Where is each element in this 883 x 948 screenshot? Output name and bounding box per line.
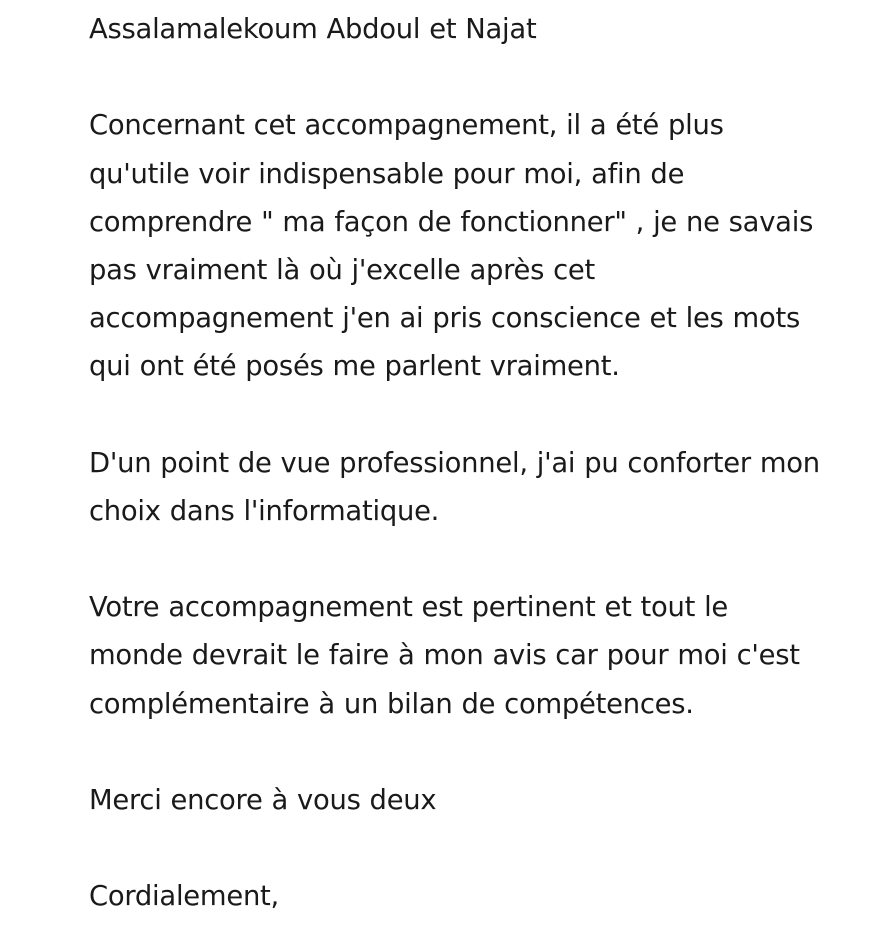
letter-body: [89, 6, 879, 922]
paragraph-1: [89, 102, 879, 391]
greeting: Assalamalekoum Abdoul et Najat: [89, 14, 537, 45]
paragraph-line: qui ont été posés me parlent vraiment.: [89, 351, 620, 383]
paragraph-gap: [89, 392, 879, 440]
paragraph-line: pas vraiment là où j'excelle après cet: [89, 254, 596, 286]
paragraph-gap: [89, 729, 879, 777]
paragraph-line: choix dans l'informatique.: [89, 495, 440, 527]
paragraph-line: monde devrait le faire à mon avis car pour moi c'est: [89, 640, 800, 672]
paragraph-line: accompagnement j'en ai pris conscience et les mots: [89, 303, 800, 335]
paragraph-line: qu'utile voir indispensable pour moi, afin de: [89, 158, 685, 190]
paragraph-gap: [89, 825, 879, 873]
thanks-line: Merci encore à vous deux: [89, 785, 437, 816]
paragraph-line: D'un point de vue professionnel, j'ai pu conforter mon: [89, 447, 820, 479]
paragraph-gap: [89, 54, 879, 102]
paragraph-2: [89, 440, 879, 536]
paragraph-3: [89, 584, 879, 729]
paragraph-line: Votre accompagnement est pertinent et tout le: [89, 592, 729, 624]
paragraph-line: complémentaire à un bilan de compétences.: [89, 688, 694, 720]
paragraph-gap: [89, 536, 879, 584]
paragraph-line: Concernant cet accompagnement, il a été plus: [89, 110, 724, 142]
closing-line: Cordialement,: [89, 881, 279, 913]
paragraph-line: comprendre " ma façon de fonctionner" , je ne savais: [89, 206, 814, 238]
